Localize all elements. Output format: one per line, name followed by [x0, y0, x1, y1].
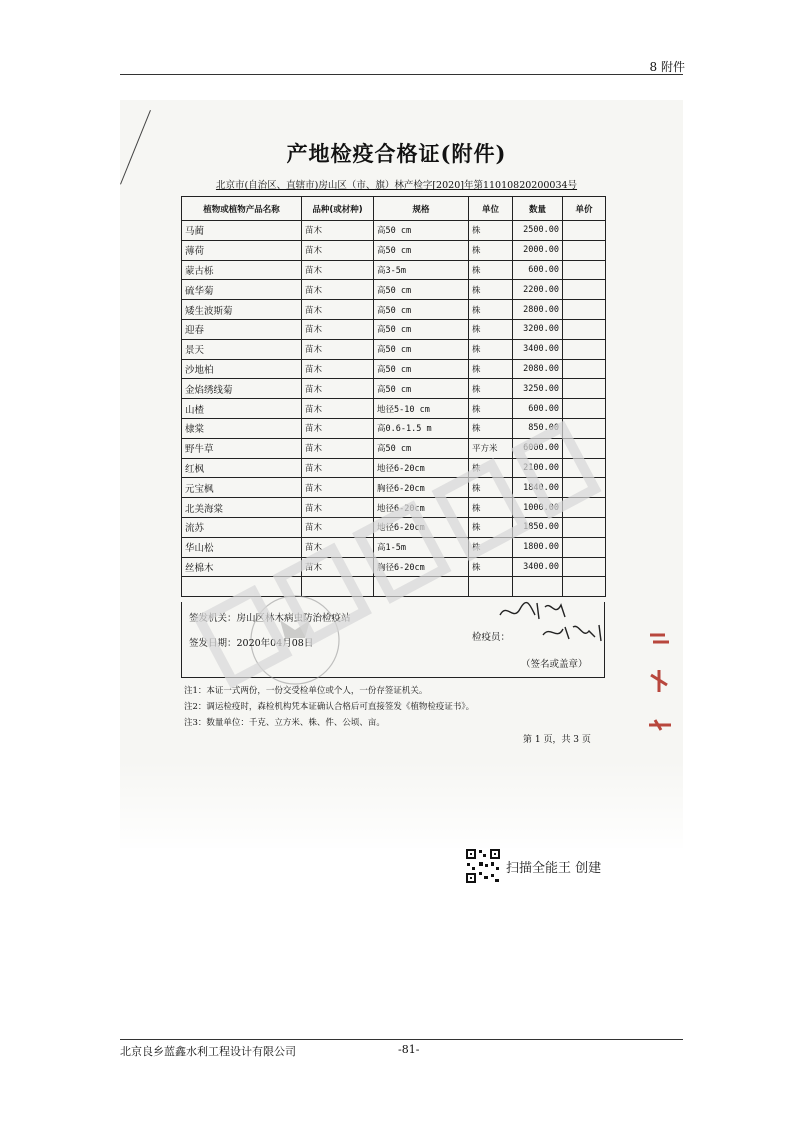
table-cell: 株: [469, 221, 513, 241]
footer-company: 北京良乡蓝鑫水利工程设计有限公司: [120, 1045, 296, 1058]
table-cell: [563, 359, 606, 379]
table-cell: 株: [469, 280, 513, 300]
red-seal-fragment: [645, 630, 675, 740]
table-cell: 地径5-10 cm: [374, 399, 469, 419]
table-cell: 丝棉木: [182, 557, 302, 577]
table-cell: 3400.00: [513, 557, 563, 577]
table-cell: [563, 517, 606, 537]
table-cell: [563, 339, 606, 359]
table-cell: 高50 cm: [374, 359, 469, 379]
table-cell: [563, 557, 606, 577]
inspector-signature: [495, 597, 615, 647]
table-cell: 苗木: [302, 557, 374, 577]
scan-fade: [120, 760, 683, 855]
table-cell: 蒙古栎: [182, 260, 302, 280]
column-header: 单位: [469, 197, 513, 221]
table-cell: 迎春: [182, 319, 302, 339]
issuing-authority: 签发机关：房山区林木病虫防治检疫站: [189, 613, 351, 624]
table-cell: 高50 cm: [374, 240, 469, 260]
table-cell: 3400.00: [513, 339, 563, 359]
table-cell: 矮生波斯菊: [182, 300, 302, 320]
table-cell: 苗木: [302, 240, 374, 260]
inspection-table: [181, 196, 606, 597]
table-row: [182, 260, 606, 280]
table-cell: 金焰绣线菊: [182, 379, 302, 399]
column-header: 植物或植物产品名称: [182, 197, 302, 221]
table-cell: 株: [469, 379, 513, 399]
table-row: [182, 280, 606, 300]
table-cell: 苗木: [302, 280, 374, 300]
table-cell: 高50 cm: [374, 280, 469, 300]
column-header: 规格: [374, 197, 469, 221]
table-cell: [563, 399, 606, 419]
table-cell: 苗木: [302, 319, 374, 339]
table-cell: 苗木: [302, 260, 374, 280]
table-cell: [374, 577, 469, 597]
table-cell: 景天: [182, 339, 302, 359]
table-cell: 株: [469, 240, 513, 260]
table-cell: 2200.00: [513, 280, 563, 300]
table-row: [182, 339, 606, 359]
table-cell: 株: [469, 517, 513, 537]
table-cell: 薄荷: [182, 240, 302, 260]
table-cell: 苗木: [302, 517, 374, 537]
table-cell: 苗木: [302, 399, 374, 419]
certificate-number: 北京市(自治区、直辖市)房山区（市、旗）林产检字[2020]年第11010820200034号: [215, 180, 578, 191]
table-cell: 地径6-20cm: [374, 517, 469, 537]
table-cell: 地径6-20cm: [374, 498, 469, 518]
table-row: [182, 399, 606, 419]
table-row: [182, 319, 606, 339]
table-cell: [563, 319, 606, 339]
table-row: [182, 557, 606, 577]
table-row: [182, 359, 606, 379]
table-cell: 株: [469, 260, 513, 280]
table-cell: 高50 cm: [374, 438, 469, 458]
table-cell: [563, 478, 606, 498]
table-cell: 地径6-20cm: [374, 458, 469, 478]
table-cell: 2800.00: [513, 300, 563, 320]
header-rule: [120, 74, 683, 75]
table-row: [182, 418, 606, 438]
table-cell: 苗木: [302, 458, 374, 478]
table-cell: 高50 cm: [374, 319, 469, 339]
table-cell: 沙地柏: [182, 359, 302, 379]
table-cell: [563, 498, 606, 518]
table-body: [182, 221, 606, 597]
table-cell: [513, 577, 563, 597]
table-row: [182, 379, 606, 399]
table-cell: [563, 577, 606, 597]
table-cell: 2000.00: [513, 240, 563, 260]
certificate-title: 产地检疫合格证(附件): [286, 141, 507, 166]
table-cell: 高50 cm: [374, 379, 469, 399]
note-2: 注2：调运检疫时，森检机构凭本证确认合格后可直接签发《植物检疫证书》。: [184, 702, 475, 712]
table-row: [182, 438, 606, 458]
table-cell: 株: [469, 359, 513, 379]
inspector-label: 检疫员：: [472, 632, 511, 643]
table-cell: 株: [469, 458, 513, 478]
table-cell: 苗木: [302, 438, 374, 458]
table-header-row: [182, 197, 606, 221]
table-cell: 棣棠: [182, 418, 302, 438]
table-cell: 红枫: [182, 458, 302, 478]
qr-code-icon: [465, 848, 501, 884]
table-cell: 山楂: [182, 399, 302, 419]
scanner-app-label: 扫描全能王 创建: [506, 861, 602, 876]
table-cell: [563, 379, 606, 399]
footer-rule: [120, 1039, 683, 1040]
table-cell: 马蔺: [182, 221, 302, 241]
table-cell: 1000.00: [513, 498, 563, 518]
table-cell: 850.00: [513, 418, 563, 438]
column-header: 数量: [513, 197, 563, 221]
table-row: [182, 478, 606, 498]
table-cell: [563, 537, 606, 557]
table-cell: 苗木: [302, 339, 374, 359]
table-cell: 3250.00: [513, 379, 563, 399]
table-cell: 苗木: [302, 537, 374, 557]
table-cell: 苗木: [302, 418, 374, 438]
table-cell: 1840.00: [513, 478, 563, 498]
table-cell: 苗木: [302, 359, 374, 379]
table-cell: 高50 cm: [374, 339, 469, 359]
table-cell: 株: [469, 537, 513, 557]
table-cell: 株: [469, 339, 513, 359]
table-cell: 1850.00: [513, 517, 563, 537]
signature-note: （签名或盖章）: [521, 659, 588, 670]
table-cell: 平方米: [469, 438, 513, 458]
table-cell: 元宝枫: [182, 478, 302, 498]
table-cell: 株: [469, 418, 513, 438]
table-cell: 高0.6-1.5 m: [374, 418, 469, 438]
note-3: 注3：数量单位：千克、立方米、株、件、公顷、亩。: [184, 718, 385, 728]
table-cell: 600.00: [513, 399, 563, 419]
note-1: 注1：本证一式两份，一份交受检单位或个人，一份存签证机关。: [184, 686, 428, 696]
table-cell: 苗木: [302, 498, 374, 518]
table-cell: [563, 240, 606, 260]
table-cell: 胸径6-20cm: [374, 478, 469, 498]
table-row: [182, 458, 606, 478]
table-cell: 1800.00: [513, 537, 563, 557]
table-cell: 株: [469, 399, 513, 419]
column-header: 单价: [563, 197, 606, 221]
table-cell: 高50 cm: [374, 221, 469, 241]
table-cell: 600.00: [513, 260, 563, 280]
table-cell: [563, 458, 606, 478]
footer-page-number: -81-: [398, 1043, 420, 1056]
table-cell: 硫华菊: [182, 280, 302, 300]
table-row: [182, 240, 606, 260]
table-cell: 北美海棠: [182, 498, 302, 518]
table-cell: 高1-5m: [374, 537, 469, 557]
table-cell: 苗木: [302, 478, 374, 498]
table-cell: 2100.00: [513, 458, 563, 478]
table-cell: 华山松: [182, 537, 302, 557]
table-cell: [563, 221, 606, 241]
table-cell: 株: [469, 319, 513, 339]
page-header-section: 8 附件: [649, 60, 685, 74]
table-cell: 2080.00: [513, 359, 563, 379]
table-cell: [563, 438, 606, 458]
table-cell: 苗木: [302, 300, 374, 320]
issue-date: 签发日期：2020年04月08日: [189, 638, 314, 649]
table-cell: 2500.00: [513, 221, 563, 241]
table-cell: [469, 577, 513, 597]
table-cell: 胸径6-20cm: [374, 557, 469, 577]
table-cell: [563, 418, 606, 438]
table-cell: 株: [469, 557, 513, 577]
certificate-page-info: 第 1 页，共 3 页: [523, 735, 591, 745]
table-cell: 株: [469, 478, 513, 498]
table-cell: 3200.00: [513, 319, 563, 339]
table-cell: [563, 260, 606, 280]
table-cell: 流苏: [182, 517, 302, 537]
table-row: [182, 537, 606, 557]
table-cell: 高50 cm: [374, 300, 469, 320]
table-cell: 苗木: [302, 221, 374, 241]
table-cell: 6000.00: [513, 438, 563, 458]
column-header: 品种(或材种): [302, 197, 374, 221]
table-cell: 野牛草: [182, 438, 302, 458]
table-cell: 株: [469, 300, 513, 320]
table-row: [182, 517, 606, 537]
table-cell: 苗木: [302, 379, 374, 399]
table-row: [182, 221, 606, 241]
table-cell: 高3-5m: [374, 260, 469, 280]
table-cell: 株: [469, 498, 513, 518]
table-row: [182, 300, 606, 320]
table-row: [182, 498, 606, 518]
table-cell: [563, 300, 606, 320]
table-cell: [563, 280, 606, 300]
